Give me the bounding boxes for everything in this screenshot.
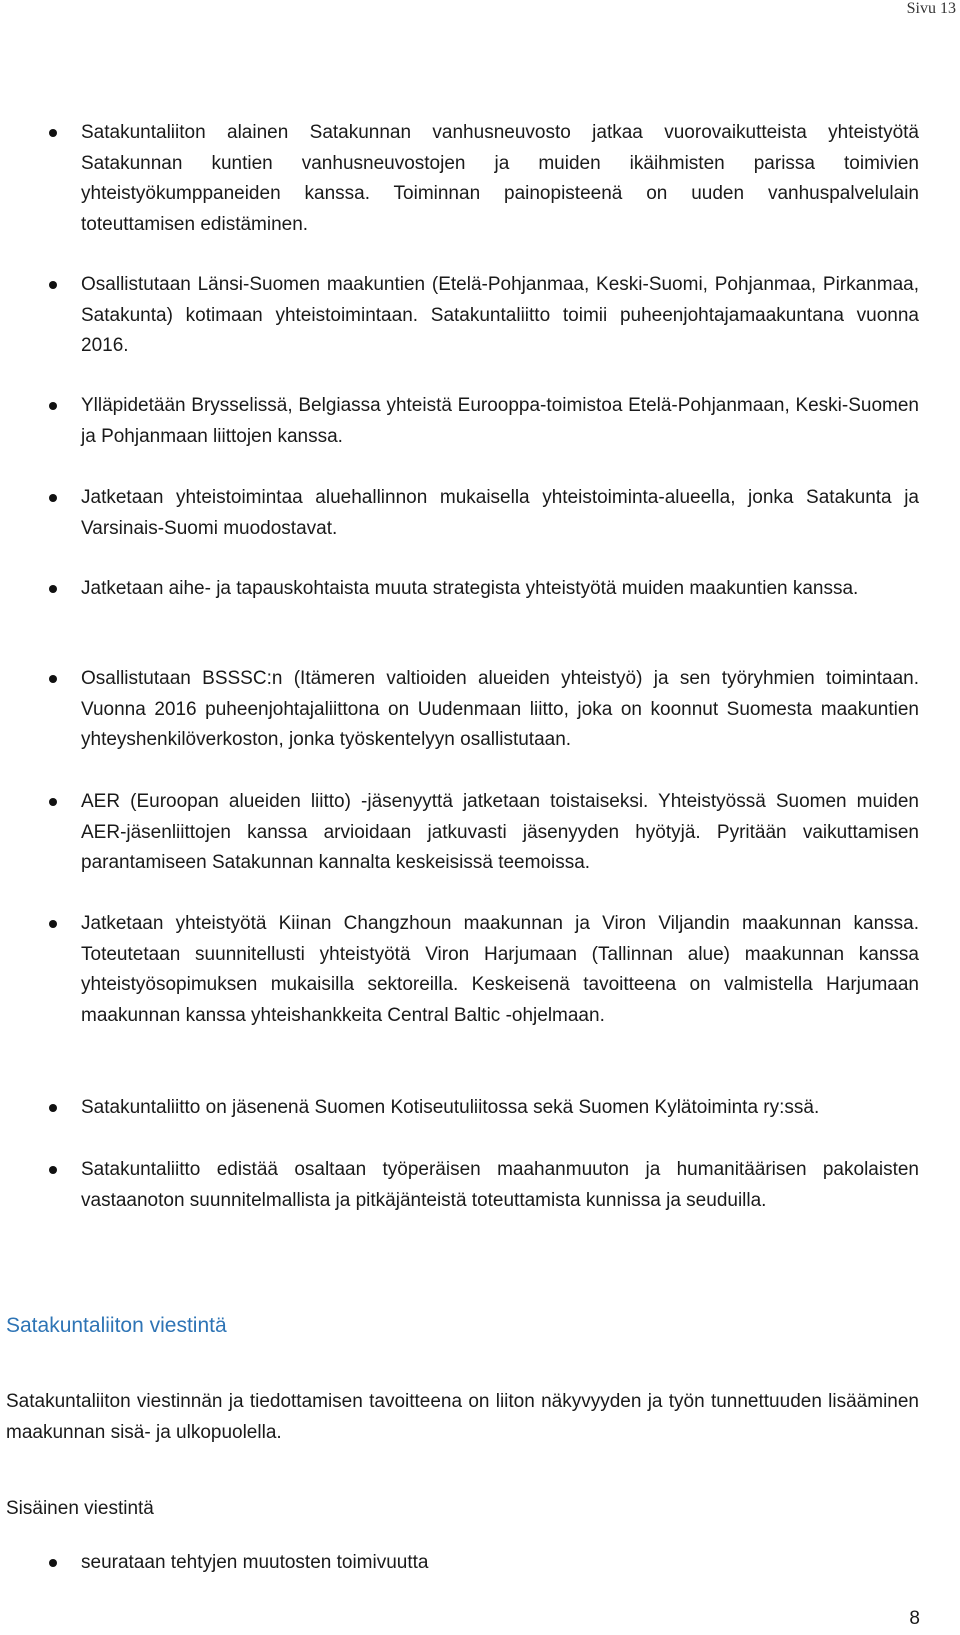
list-item-text: seurataan tehtyjen muutosten toimivuutta (81, 1552, 429, 1573)
list-item-text: Satakuntaliitto edistää osaltaan työperäisen maahanmuuton ja humanitäärisen pakolaisten vastaanoton suunnitelmallista ja pitkäjänteistä toteuttamista kunnissa ja seuduilla. (81, 1159, 919, 1211)
list-item (81, 391, 919, 452)
list-item-text: Jatketaan yhteistyötä Kiinan Changzhoun maakunnan ja Viron Viljandin maakunnan kanssa. Toteutetaan suunnitellusti yhteistyötä Viron Harjumaan (Tallinnan alue) maakunnan kanssa yhteistyösopimuksen mukaisilla sektoreilla. Keskeisenä tavoitteena on valmistella Harjumaan maakunnan kanssa yhteishankkeita Central Baltic -ohjelmaan. (81, 913, 919, 1026)
bullet-dot-icon (49, 798, 57, 806)
list-item-text: Satakuntaliitto on jäsenenä Suomen Kotiseutuliitossa sekä Suomen Kylätoiminta ry:ssä. (81, 1097, 820, 1118)
list-item (81, 118, 919, 240)
list-item (81, 574, 919, 605)
bullet-dot-icon (49, 1166, 57, 1174)
section-heading: Satakuntaliiton viestintä (6, 1314, 227, 1337)
bullet-dot-icon (49, 281, 57, 289)
bullet-dot-icon (49, 129, 57, 137)
bullet-dot-icon (49, 675, 57, 683)
list-item (81, 1155, 919, 1216)
list-item (81, 787, 919, 879)
list-item (81, 1548, 919, 1579)
list-item (81, 664, 919, 756)
list-item-text: Satakuntaliiton alainen Satakunnan vanhusneuvosto jatkaa vuorovaikutteista yhteistyötä Satakunnan kuntien vanhusneuvostojen ja muiden ikäihmisten parissa toimivien yhteistyökumppaneiden kanssa. Toiminnan painopisteenä on uuden vanhuspalvelulain toteuttamisen edistäminen. (81, 122, 919, 235)
list-item-text: Ylläpidetään Brysselissä, Belgiassa yhteistä Eurooppa-toimistoa Etelä-Pohjanmaan, Keski-Suomen ja Pohjanmaan liittojen kanssa. (81, 395, 919, 447)
section-intro: Satakuntaliiton viestinnän ja tiedottamisen tavoitteena on liiton näkyvyyden ja työn tunnettuuden lisääminen maakunnan sisä- ja ulkopuolella. (6, 1391, 919, 1443)
sub-heading: Sisäinen viestintä (6, 1498, 154, 1519)
page-header-label: Sivu 13 (906, 0, 956, 17)
bullet-dot-icon (49, 1104, 57, 1112)
list-item (81, 483, 919, 544)
list-item-text: Jatketaan yhteistoimintaa aluehallinnon mukaisella yhteistoiminta-alueella, jonka Satakunta ja Varsinais-Suomi muodostavat. (81, 487, 919, 539)
bullet-dot-icon (49, 402, 57, 410)
bullet-dot-icon (49, 585, 57, 593)
list-item-text: AER (Euroopan alueiden liitto) -jäsenyyttä jatketaan toistaiseksi. Yhteistyössä Suomen muiden AER-jäsenliittojen kanssa arvioidaan jatkuvasti jäsenyyden hyötyjä. Pyritään vaikuttamisen parantamiseen Satakunnan kannalta keskeisissä teemoissa. (81, 791, 919, 873)
bullet-dot-icon (49, 494, 57, 502)
list-item (81, 909, 919, 1031)
list-item (81, 1093, 919, 1124)
list-item-text: Jatketaan aihe- ja tapauskohtaista muuta strategista yhteistyötä muiden maakuntien kanssa. (81, 578, 859, 599)
list-item (81, 270, 919, 362)
bullet-dot-icon (49, 1559, 57, 1567)
list-item-text: Osallistutaan Länsi-Suomen maakuntien (Etelä-Pohjanmaa, Keski-Suomi, Pohjanmaa, Pirkanmaa, Satakunta) kotimaan yhteistoimintaan. Satakuntaliitto toimii puheenjohtajamaakuntana vuonna 2016. (81, 274, 919, 356)
bullet-dot-icon (49, 920, 57, 928)
list-item-text: Osallistutaan BSSSC:n (Itämeren valtioiden alueiden yhteistyö) ja sen työryhmien toimintaan. Vuonna 2016 puheenjohtajaliittona on Uudenmaan liitto, joka on koonnut Suomesta maakuntien yhteyshenkilöverkoston, jonka työskentelyyn osallistutaan. (81, 668, 919, 750)
page-number: 8 (909, 1608, 920, 1629)
